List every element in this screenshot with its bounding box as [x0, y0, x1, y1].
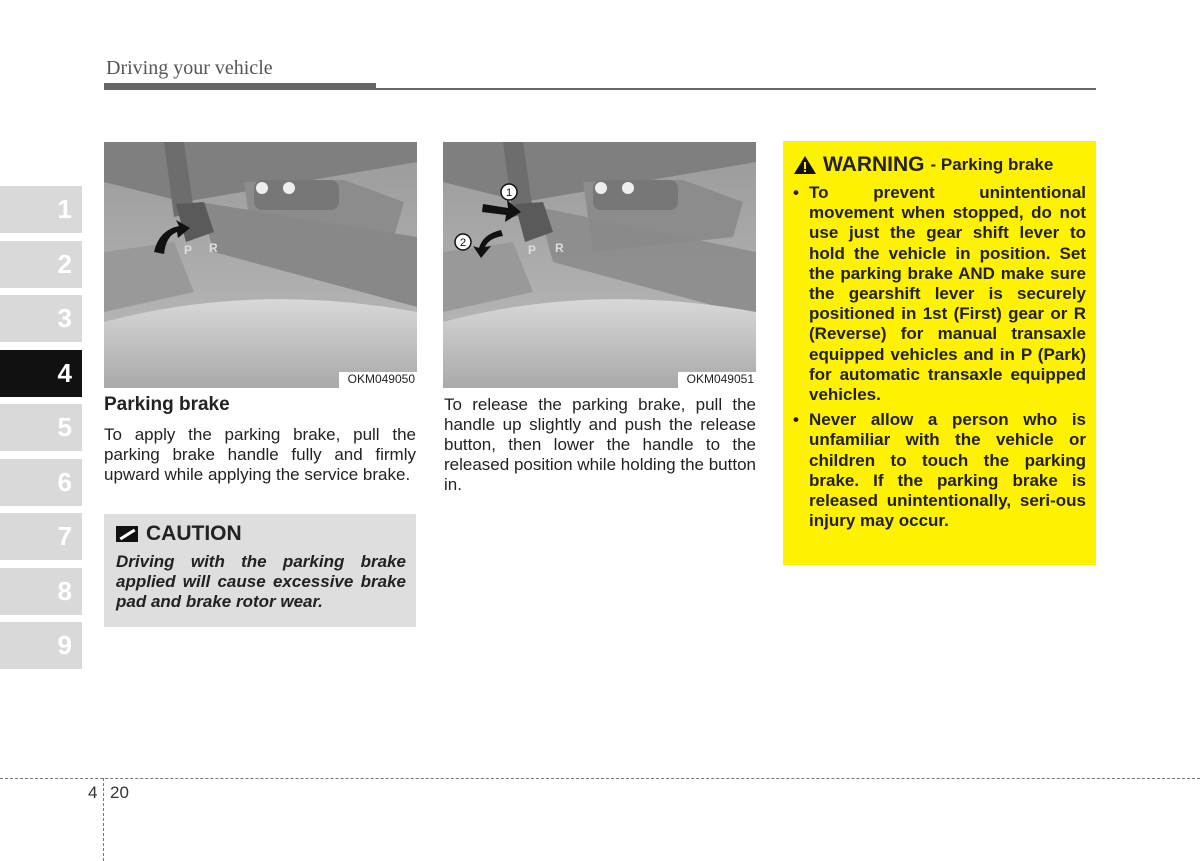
- parking-brake-apply-illustration: [104, 142, 417, 388]
- chapter-tab-1[interactable]: 1: [0, 186, 82, 233]
- chapter-tab-5[interactable]: 5: [0, 404, 82, 451]
- callout-1: 1: [505, 187, 513, 199]
- chapter-tab-4[interactable]: 4: [0, 350, 82, 397]
- page-chapter-number: 4: [88, 783, 98, 802]
- parking-brake-release-illustration: [443, 142, 756, 388]
- warning-list: [793, 183, 1086, 531]
- caution-header: [116, 522, 406, 546]
- warning-item: • Never allow a person who is unfamiliar with the vehicle or children to touch the parking brake. If the parking brake is released unintentionally, seri-ous injury may occur.: [793, 410, 1086, 531]
- footer-vertical-divider: [103, 778, 104, 861]
- figure-code: OKM049050: [347, 372, 415, 386]
- figure-release-parking-brake: [443, 142, 756, 388]
- page-number: 20: [110, 783, 129, 802]
- chapter-tab-7[interactable]: 7: [0, 513, 82, 560]
- warning-subtitle: - Parking brake: [930, 155, 1054, 174]
- section-heading: Parking brake: [104, 394, 230, 415]
- chapter-tab-9[interactable]: 9: [0, 622, 82, 669]
- chapter-tab-8[interactable]: 8: [0, 568, 82, 615]
- warning-title: WARNING: [823, 153, 925, 176]
- callout-2: 2: [459, 237, 467, 249]
- chapter-tab-2[interactable]: 2: [0, 241, 82, 288]
- gear-label-r: R: [555, 241, 564, 255]
- gear-label-p: P: [528, 243, 537, 257]
- apply-instructions: To apply the parking brake, pull the parking brake handle fully and firmly upward while applying the service brake.: [104, 425, 416, 484]
- caution-text: Driving with the parking brake applied will cause excessive brake pad and brake rotor wear.: [116, 552, 406, 611]
- gear-label-p: P: [184, 243, 193, 257]
- caution-title: CAUTION: [146, 522, 242, 545]
- warning-item: • To prevent unintentional movement when stopped, do not use just the gear shift lever to hold the vehicle in position. Set the parking brake AND make sure the gearshift lever is securely positioned in 1st (First) gear or R (Reverse) for manual transaxle equipped vehicles and in P (Park) for automatic transaxle equipped vehicles.: [793, 183, 1086, 405]
- chapter-tab-6[interactable]: 6: [0, 459, 82, 506]
- release-instructions: To release the parking brake, pull the handle up slightly and push the release button, then lower the handle to the released position while holding the button in.: [444, 395, 756, 494]
- warning-header: [793, 153, 1086, 177]
- chapter-tabs: [0, 186, 82, 677]
- caution-box: [104, 514, 416, 627]
- figure-code: OKM049051: [686, 372, 754, 386]
- gear-label-r: R: [209, 241, 218, 255]
- page-header-title: Driving your vehicle: [106, 57, 273, 79]
- footer-divider: [0, 778, 1200, 779]
- header-bar-thin: [104, 88, 1096, 90]
- figure-apply-parking-brake: [104, 142, 417, 388]
- warning-box: [783, 141, 1096, 565]
- caution-icon: [116, 526, 138, 542]
- chapter-tab-3[interactable]: 3: [0, 295, 82, 342]
- warning-triangle-icon: [793, 155, 817, 175]
